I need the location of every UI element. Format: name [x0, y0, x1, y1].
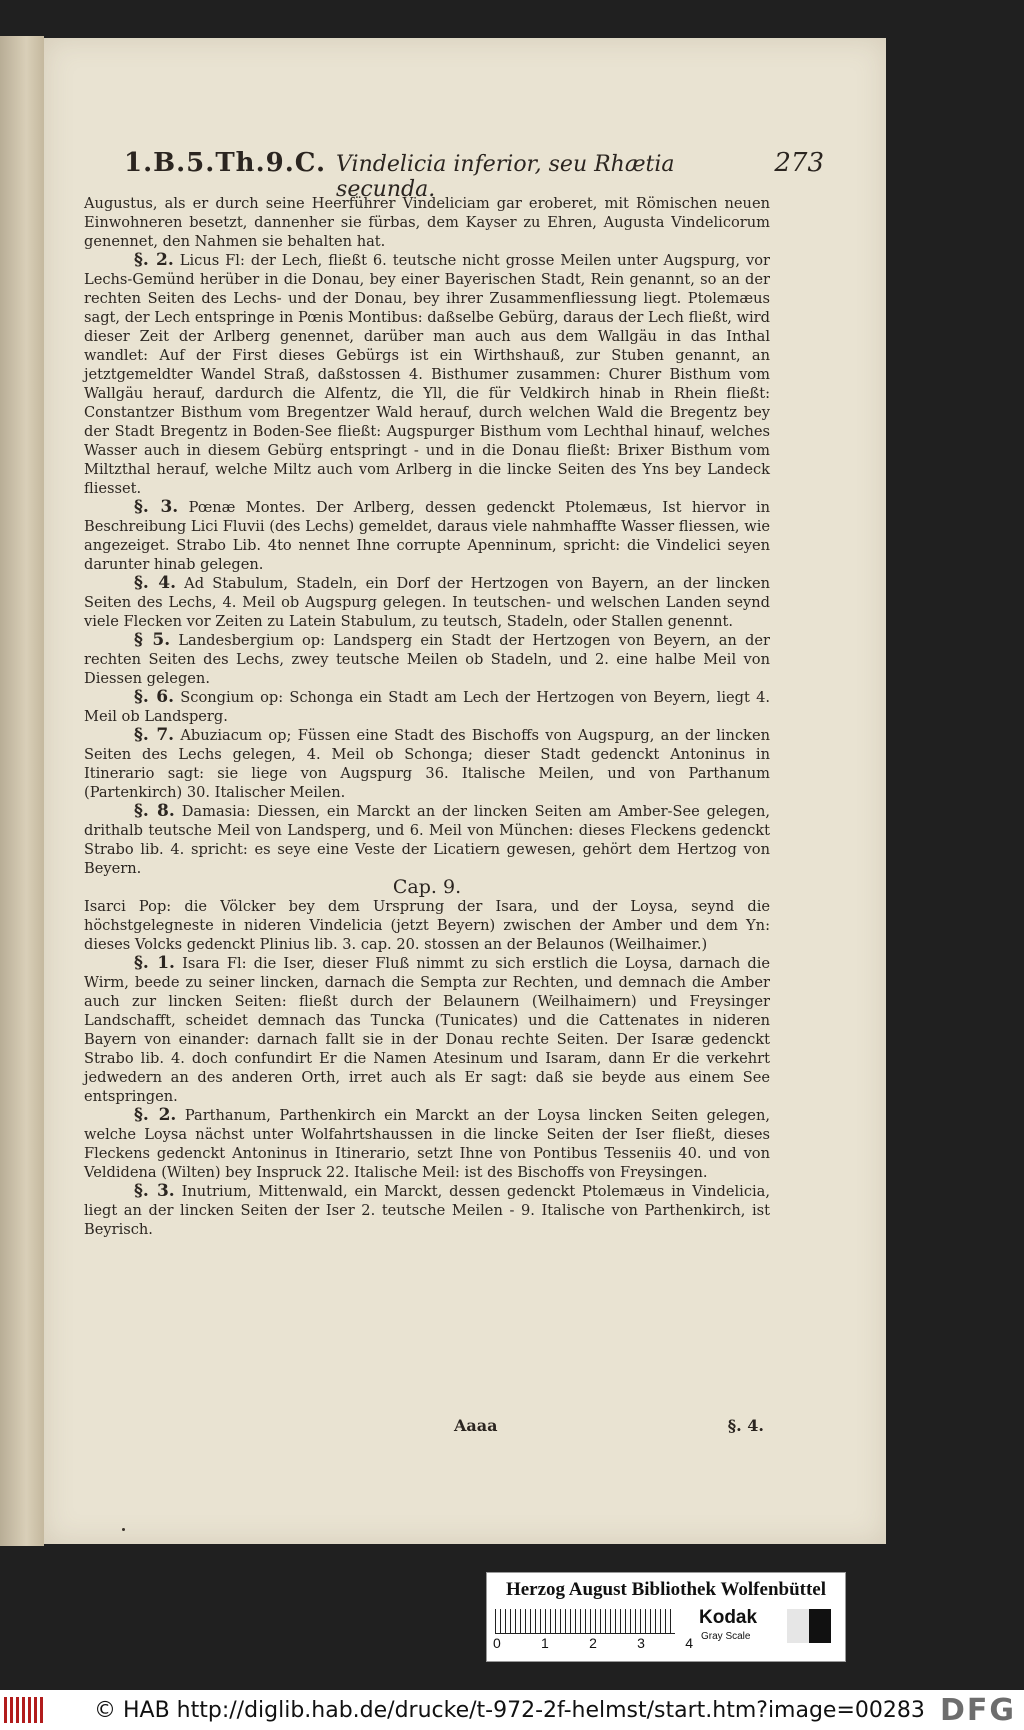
scale-ruler: [495, 1609, 675, 1634]
source-url[interactable]: © HAB http://diglib.hab.de/drucke/t-972-2f-helmst/start.htm?image=00283: [94, 1697, 925, 1723]
running-head-title: Vindelicia inferior, seu Rhætia secunda.: [336, 152, 675, 202]
hab-logo-icon: [4, 1693, 54, 1727]
gray-patch-dark: [809, 1609, 831, 1643]
viewer-footer: [0, 1690, 1024, 1730]
catchword: §. 4.: [727, 1416, 764, 1435]
signature-mark: Aaaa: [454, 1416, 498, 1435]
chapter-heading: Cap. 9.: [392, 876, 462, 898]
previous-page-edge: [0, 36, 44, 1546]
ink-speck: [122, 1528, 125, 1531]
paragraph: Isarci Pop: die Völcker bey dem Ursprung der Isara, und der Loysa, seynd die höchstgelegneste in nideren Vindelicia (jetzt Beyern) zwischen der Amber und dem Yn: dieses Volcks gedenckt Plinius lib. 3. cap. 20. stossen an der Belaunos (Weilhaimer.): [84, 898, 770, 953]
scan-reference-card: [486, 1572, 846, 1662]
paragraph: §. 3. Pœnæ Montes. Der Arlberg, dessen gedenckt Ptolemæus, Ist hiervor in Beschreibung Lici Fluvii (des Lechs) gemeldet, daraus viele nahmhaffte Wasser fliessen, wie angezeiget. Strabo Lib. 4to nennet Ihne corrupte Apenninum, spricht: die Vindelici seyen darunter hinab gelegen.: [84, 497, 771, 573]
paragraph: §. 8. Damasia: Diessen, ein Marckt an der lincken Seiten am Amber-See gelegen, drithalb teutsche Meil von Landsperg, und 6. Meil von München: dieses Fleckens gedenckt Strabo lib. 4. spricht: es seye eine Veste der Licatiern gewesen, gehört dem Hertzog von Beyern.: [84, 801, 770, 877]
gray-patch-light: [787, 1609, 809, 1643]
paragraph: §. 4. Ad Stabulum, Stadeln, ein Dorf der Hertzogen von Bayern, an der lincken Seiten des Lechs, 4. Meil ob Augspurg gelegen. In teutschen- und welschen Landen seynd viele Flecken vor Zeiten zu Latein Stabulum, zu teutsch, Stadeln, oder Stallen genennt.: [84, 573, 770, 630]
book-page: [44, 38, 886, 1544]
dfg-logo: DFG: [939, 1692, 1016, 1728]
paragraph: §. 3. Inutrium, Mittenwald, ein Marckt, dessen gedenckt Ptolemæus in Vindelicia, liegt an der lincken Seiten der Iser 2. teutsche Meilen - 9. Italische von Parthenkirch, ist Beyrisch.: [84, 1181, 770, 1238]
library-label: Herzog August Bibliothek Wolfenbüttel: [505, 1579, 827, 1600]
scale-numbers: 0 1 2 3 4: [493, 1635, 693, 1651]
paragraph: §. 6. Scongium op: Schonga ein Stadt am Lech der Hertzogen von Beyern, liegt 4. Meil ob Landsperg.: [84, 687, 771, 725]
page-body: [84, 194, 770, 1239]
kodak-label: Kodak: [699, 1607, 758, 1628]
paragraph: §. 2. Licus Fl: der Lech, fließt 6. teutsche nicht grosse Meilen unter Augspurg, vor Lechs-Gemünd herüber in die Donau, bey einer Bayerischen Stadt, Rein genannt, so an der rechten Seiten des Lechs- und der Donau, bey ihrer Zusammenfliessung liegt. Ptolemæus sagt, der Lech entspringe in Pœnis Montibus: daßselbe Gebürg, daraus der Lech fließt, wird dieser Zeit der Arlberg genennet, darüber man auch aus dem Wallgäu in das Inthal wandlet: Auf der First dieses Gebürgs ist ein Wirthshauß, zur Stuben genannt, an jetztgemeldter Wandel Straß, daßstossen 4. Bisthumer zusammen: Churer Bisthum vom Wallgäu herauf, dardurch die Alfentz, die Yll, die für Veldkirch hinab in Rhein fließt: Constantzer Bisthum vom Bregentzer Wald herauf, durch welchen Wald die Bregentz bey der Stadt Bregentz in Boden-See fließt: Augspurger Bisthum vom Lechthal hinauf, welches Wasser auch in diesem Gebürg entspringt - und in die Donau fließt: Brixer Bisthum vom Miltzthal herauf, welche Miltz auch vom Arlberg in die lincke Seiten des Yns bey Landeck fliesset.: [84, 250, 770, 497]
page-footer-line: [124, 1416, 764, 1440]
running-head: [124, 148, 824, 202]
paragraph: Augustus, als er durch seine Heerführer Vindeliciam gar eroberet, mit Römischen neuen Einwohneren besetzt, dannenher sie fürbas, dem Kayser zu Ehren, Augusta Vindelicorum genennet, den Nahmen sie behalten hat.: [84, 195, 770, 250]
paragraph: § 5. Landesbergium op: Landsperg ein Stadt der Hertzogen von Beyern, an der rechten Seiten des Lechs, zwey teutsche Meilen ob Stadeln, und 2. eine halbe Meil von Diessen gelegen.: [84, 630, 770, 687]
page-number: 273: [774, 148, 824, 178]
running-head-reference: 1.B.5.Th.9.C.: [124, 148, 327, 178]
paragraph: §. 7. Abuziacum op; Füssen eine Stadt des Bischoffs von Augspurg, an der lincken Seiten des Lechs gelegen, 4. Meil ob Schonga; dieser Stadt gedenckt Antoninus in Itinerario sagt: sie liege von Augspurg 36. Italische Meilen, und von Parthanum (Partenkirch) 30. Italischer Meilen.: [84, 725, 770, 801]
gray-scale-label: Gray Scale: [701, 1631, 751, 1642]
paragraph: §. 2. Parthanum, Parthenkirch ein Marckt an der Loysa lincken Seiten gelegen, welche Loysa nächst unter Wolfahrtshaussen in die lincke Seiten der Iser fließt, dieses Fleckens gedenckt Antoninus in Itinerario, setzt Ihne von Pontibus Tesseniis 40. und von Veldidena (Wilten) bey Inspruck 22. Italische Meil: ist des Bischoffs von Freysingen.: [84, 1105, 770, 1181]
paragraph: §. 1. Isara Fl: die Iser, dieser Fluß nimmt zu sich erstlich die Loysa, darnach die Wirm, beede zu seiner lincken, darnach die Sempta zur Rechten, und demnach die Amber auch zur lincken Seiten: fließt durch der Belaunern (Weilhaimern) und Freysinger Landschafft, scheidet demnach das Tuncka (Tunicates) und die Cattenates in nideren Bayern von einander: darnach fallt sie in der Donau rechte Seiten. Der Isaræ gedenckt Strabo lib. 4. doch confundirt Er die Namen Atesinum und Isaram, dann Er die verkehrt jedwedern an des anderen Orth, irret auch als Er sagt: daß sie beyde aus einem See entspringen.: [84, 953, 770, 1105]
